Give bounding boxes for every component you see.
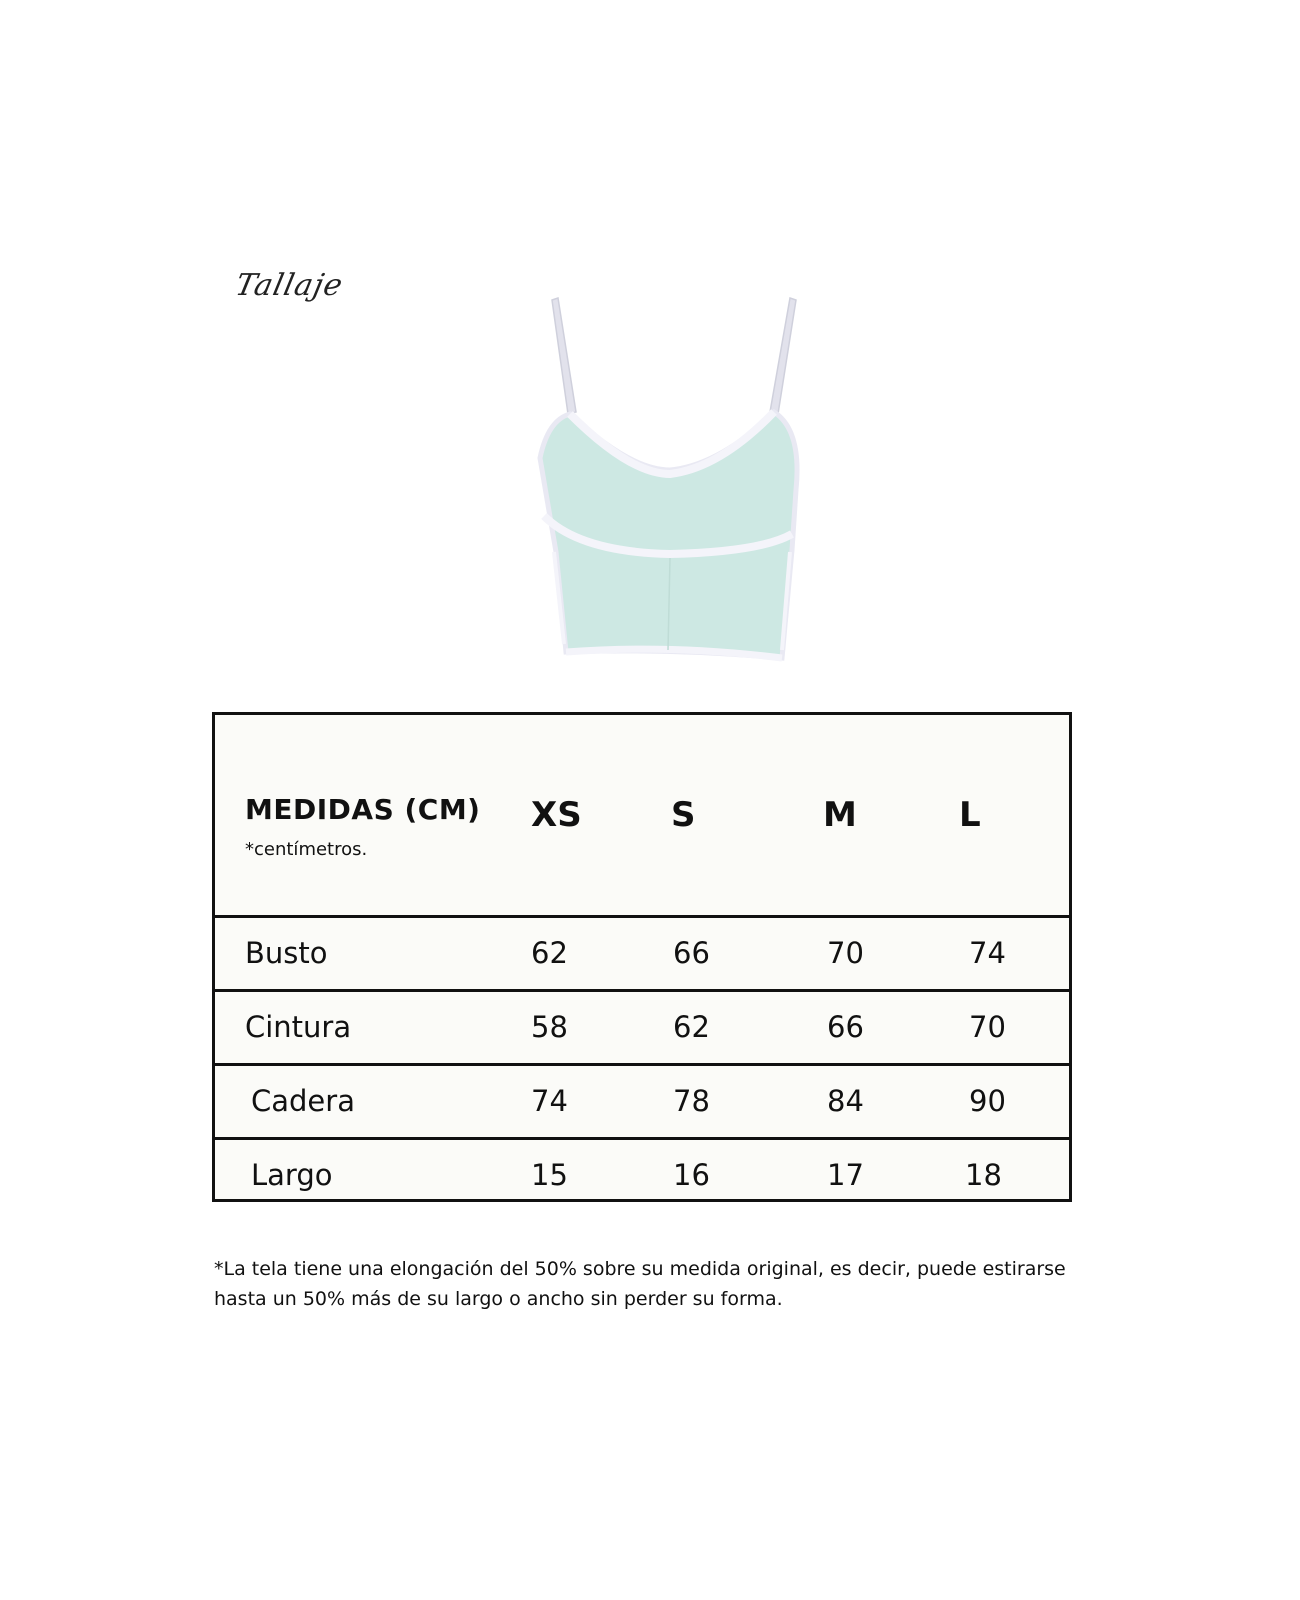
units-note: *centímetros. [245, 839, 368, 860]
size-header-m: M [823, 795, 857, 835]
size-header-s: S [671, 795, 696, 835]
table-cell: 15 [531, 1158, 568, 1192]
table-cell: 16 [673, 1158, 710, 1192]
table-row [215, 992, 1069, 1066]
table-header-row [215, 715, 1069, 918]
table-cell: 17 [827, 1158, 864, 1192]
table-cell: 84 [827, 1084, 864, 1118]
fabric-elongation-note [214, 1254, 1094, 1314]
table-cell: 62 [673, 1010, 710, 1044]
size-header-xs: XS [531, 795, 582, 835]
table-row [215, 918, 1069, 992]
table-cell: 18 [965, 1158, 1002, 1192]
crop-top-image [520, 290, 820, 670]
table-cell: 58 [531, 1010, 568, 1044]
row-label-cadera: Cadera [251, 1084, 355, 1118]
table-cell: 70 [969, 1010, 1006, 1044]
table-cell: 90 [969, 1084, 1006, 1118]
footnote-line: hasta un 50% más de su largo o ancho sin perder su forma. [214, 1288, 783, 1310]
row-label-largo: Largo [251, 1158, 333, 1192]
measurements-header: MEDIDAS (CM) [245, 793, 481, 826]
table-cell: 66 [827, 1010, 864, 1044]
table-row [215, 1140, 1069, 1211]
footnote-line: *La tela tiene una elongación del 50% sobre su medida original, es decir, puede estirarse [214, 1258, 1066, 1280]
size-table [212, 712, 1072, 1202]
row-label-cintura: Cintura [245, 1010, 352, 1044]
row-label-busto: Busto [245, 936, 328, 970]
size-header-l: L [959, 795, 981, 835]
table-cell: 74 [531, 1084, 568, 1118]
table-cell: 70 [827, 936, 864, 970]
table-cell: 66 [673, 936, 710, 970]
table-cell: 74 [969, 936, 1006, 970]
table-cell: 62 [531, 936, 568, 970]
table-cell: 78 [673, 1084, 710, 1118]
table-row [215, 1066, 1069, 1140]
page-title: Tallaje [232, 268, 347, 303]
